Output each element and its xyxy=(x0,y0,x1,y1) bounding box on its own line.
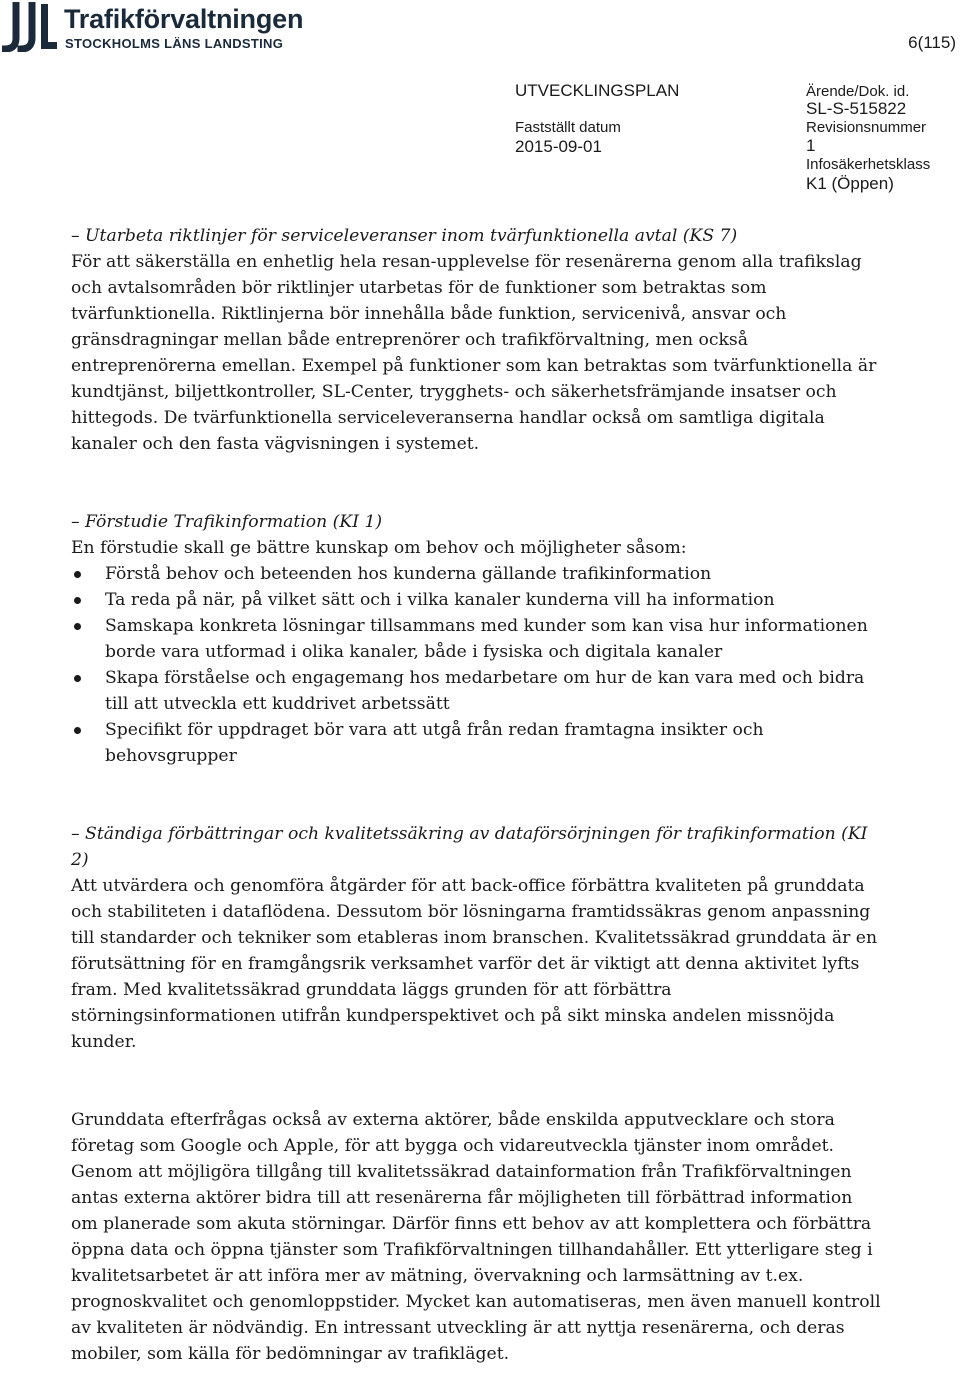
paragraph: För att säkerställa en enhetlig hela resan-upplevelse för resenärerna genom alla trafikslag och avtalsområden bör riktlinjer utarbetas för de funktioner som betraktas som tvärfunktionella. Riktlinjerna bör innehålla både funktion, servicenivå, ansvar och gränsdragningar mellan både entreprenörer och trafikförvaltning, men också entreprenörerna emellan. Exempel på funktioner som kan betraktas som tvärfunktionella är kundtjänst, biljettkontroller, SL-Center, trygghets- och säkerhetsfrämjande insatser och hittegods. De tvärfunktionella serviceleveranserna handlar också om samtliga digitala kanaler och den fasta vägvisningen i systemet. xyxy=(71,252,877,454)
section-heading: – Utarbeta riktlinjer för serviceleveranser inom tvärfunktionella avtal (KS 7) xyxy=(71,226,738,246)
case-id-value: SL-S-515822 xyxy=(806,99,907,118)
bullet-list xyxy=(71,561,881,769)
revision-value: 1 xyxy=(806,136,816,155)
logo-name: Trafikförvaltningen xyxy=(64,4,304,34)
established-date-label: Fastställt datum xyxy=(515,119,621,136)
paragraph: En förstudie skall ge bättre kunskap om behov och möjligheter såsom: xyxy=(71,538,687,558)
list-item: Specifikt för uppdraget bör vara att utgå från redan framtagna insikter och behovsgrupper xyxy=(71,717,881,769)
established-date-value: 2015-09-01 xyxy=(515,137,602,156)
page-number: 6(115) xyxy=(908,33,956,52)
security-class-value: K1 (Öppen) xyxy=(806,174,894,193)
logo-subtitle: STOCKHOLMS LÄNS LANDSTING xyxy=(65,36,284,51)
logo-mark-icon xyxy=(2,2,58,52)
security-class-label: Infosäkerhetsklass xyxy=(806,156,931,173)
list-item: Samskapa konkreta lösningar tillsammans med kunder som kan visa hur informationen borde vara utformad i olika kanaler, både i fysiska och digitala kanaler xyxy=(71,613,881,665)
revision-label: Revisionsnummer xyxy=(806,119,927,136)
case-id-label: Ärende/Dok. id. xyxy=(806,83,910,100)
list-item: Ta reda på när, på vilket sätt och i vilka kanaler kunderna vill ha information xyxy=(71,587,881,613)
section-heading: – Ständiga förbättringar och kvalitetssäkring av dataförsörjningen för trafikinformation (KI 2) xyxy=(71,824,868,870)
list-item: Skapa förståelse och engagemang hos medarbetare om hur de kan vara med och bidra till att utveckla ett kuddrivet arbetssätt xyxy=(71,665,881,717)
logo xyxy=(2,2,322,52)
paragraph: Att utvärdera och genomföra åtgärder för att back-office förbättra kvaliteten på grunddata och stabiliteten i dataflödena. Dessutom bör lösningarna framtidssäkras genom anpassning till standarder och tekniker som etableras inom branschen. Kvalitetssäkrad grunddata är en förutsättning för en framgångsrik verksamhet varför det är viktigt att denna aktivitet lyfts fram. Med kvalitetssäkrad grunddata läggs grunden för att förbättra störningsinformationen utifrån kundperspektivet och på sikt minska andelen missnöjda kunder. xyxy=(71,876,878,1052)
list-item: Förstå behov och beteenden hos kunderna gällande trafikinformation xyxy=(71,561,881,587)
paragraph: Grunddata efterfrågas också av externa aktörer, både enskilda apputvecklare och stora företag som Google och Apple, för att bygga och vidareutveckla tjänster inom området. Genom att möjligöra tillgång till kvalitetssäkrad datainformation från Trafikförvaltningen antas externa aktörer bidra till att resenärerna får möjligheten till förbättrad information om planerade som akuta störningar. Därför finns ett behov av att komplettera och förbättra öppna data och öppna tjänster som Trafikförvaltningen tillhandahåller. Ett ytterligare steg i kvalitetsarbetet är att införa mer av mätning, övervakning och larmsättning av t.ex. prognoskvalitet och genomloppstider. Mycket kan automatiseras, men även manuell kontroll av kvaliteten är nödvändig. En intressant utveckling är att nyttja resenärerna, och deras mobiler, som källa för bedömningar av trafikläget. xyxy=(71,1110,881,1364)
document-type: UTVECKLINGSPLAN xyxy=(515,81,680,100)
section-heading: – Förstudie Trafikinformation (KI 1) xyxy=(71,512,383,532)
document-body xyxy=(71,223,881,1367)
